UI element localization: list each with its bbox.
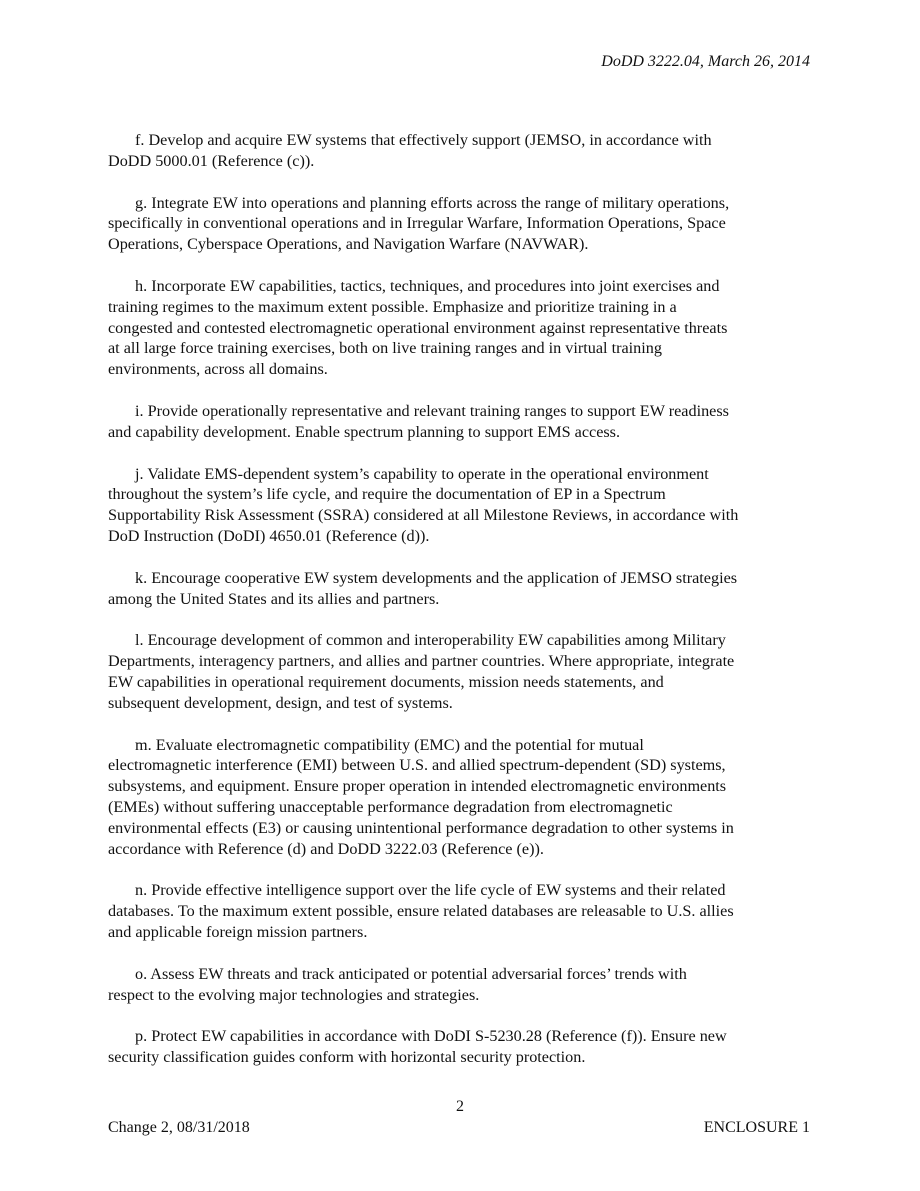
- paragraph-label: l.: [135, 631, 144, 650]
- paragraph-h: [108, 276, 814, 380]
- paragraph-text: Encourage cooperative EW system developments and the application of JEMSO strategies among the United States and its allies and partners.: [108, 568, 738, 608]
- paragraph-k: [108, 568, 814, 610]
- paragraph-label: j.: [135, 464, 144, 483]
- paragraph-label: o.: [135, 964, 148, 983]
- document-header-reference: DoDD 3222.04, March 26, 2014: [601, 53, 810, 70]
- paragraph-p: [108, 1026, 814, 1068]
- paragraph-l: [108, 630, 814, 713]
- paragraph-o: [108, 964, 814, 1006]
- paragraph-label: n.: [135, 881, 148, 900]
- paragraph-label: g.: [135, 193, 148, 212]
- paragraph-text: Assess EW threats and track anticipated or potential adversarial forces’ trends with respect to the evolving major technologies and strategies.: [108, 964, 687, 1004]
- paragraph-label: f.: [135, 131, 145, 149]
- paragraph-i: [108, 401, 814, 443]
- paragraph-label: h.: [135, 276, 148, 295]
- paragraph-j: [108, 464, 814, 547]
- paragraph-text: Incorporate EW capabilities, tactics, techniques, and procedures into joint exercises and training regimes to the maximum extent possible. Emphasize and prioritize training in a congested and contested electromagnetic operational environment against representative threats at all large force training exercises, both on live training ranges and in virtual training environments, across all domains.: [108, 276, 728, 379]
- paragraph-f: [108, 130, 814, 172]
- paragraph-label: p.: [135, 1027, 148, 1046]
- paragraph-text: Validate EMS-dependent system’s capability to operate in the operational environment throughout the system’s life cycle, and require the documentation of EP in a Spectrum Supportability Risk Assessment (SSRA) considered at all Milestone Reviews, in accordance with DoD Instruction (DoDI) 4650.01 (Reference (d)).: [108, 464, 739, 545]
- paragraph-text: Evaluate electromagnetic compatibility (EMC) and the potential for mutual electromagnetic interference (EMI) between U.S. and allied spectrum-dependent (SD) systems, subsystems, and equipment. Ensure proper operation in intended electromagnetic environments (EMEs) without suffering unacceptable performance degradation from electromagnetic environmental effects (E3) or causing unintentional performance degradation to other systems in accordance with Reference (d) and DoDD 3222.03 (Reference (e)).: [108, 735, 734, 858]
- paragraph-label: k.: [135, 568, 148, 587]
- paragraph-label: m.: [135, 735, 152, 754]
- document-body: [108, 130, 814, 1089]
- paragraph-text: Develop and acquire EW systems that effectively support (JEMSO, in accordance with DoDD 5000.01 (Reference (c)).: [108, 131, 712, 170]
- paragraph-n: [108, 880, 814, 942]
- paragraph-g: [108, 193, 814, 255]
- paragraph-label: i.: [135, 401, 144, 420]
- paragraph-m: [108, 735, 814, 860]
- paragraph-text: Integrate EW into operations and planning efforts across the range of military operations, specifically in conventional operations and in Irregular Warfare, Information Operations, Space Operations, Cyberspace Operations, and Navigation Warfare (NAVWAR).: [108, 193, 730, 254]
- paragraph-text: Encourage development of common and interoperability EW capabilities among Military Departments, interagency partners, and allies and partner countries. Where appropriate, integrate EW capabilities in operational requirement documents, mission needs statements, and subsequent development, design, and test of systems.: [108, 631, 735, 712]
- paragraph-text: Protect EW capabilities in accordance with DoDI S-5230.28 (Reference (f)). Ensure new security classification guides conform with horizontal security protection.: [108, 1027, 727, 1067]
- footer-enclosure-label: ENCLOSURE 1: [703, 1119, 810, 1136]
- paragraph-text: Provide effective intelligence support over the life cycle of EW systems and their related databases. To the maximum extent possible, ensure related databases are releasable to U.S. allies and applicable foreign mission partners.: [108, 881, 734, 941]
- footer-change-note: Change 2, 08/31/2018: [108, 1119, 250, 1136]
- paragraph-text: Provide operationally representative and relevant training ranges to support EW readiness and capability development. Enable spectrum planning to support EMS access.: [108, 401, 729, 441]
- page-number: 2: [456, 1098, 464, 1115]
